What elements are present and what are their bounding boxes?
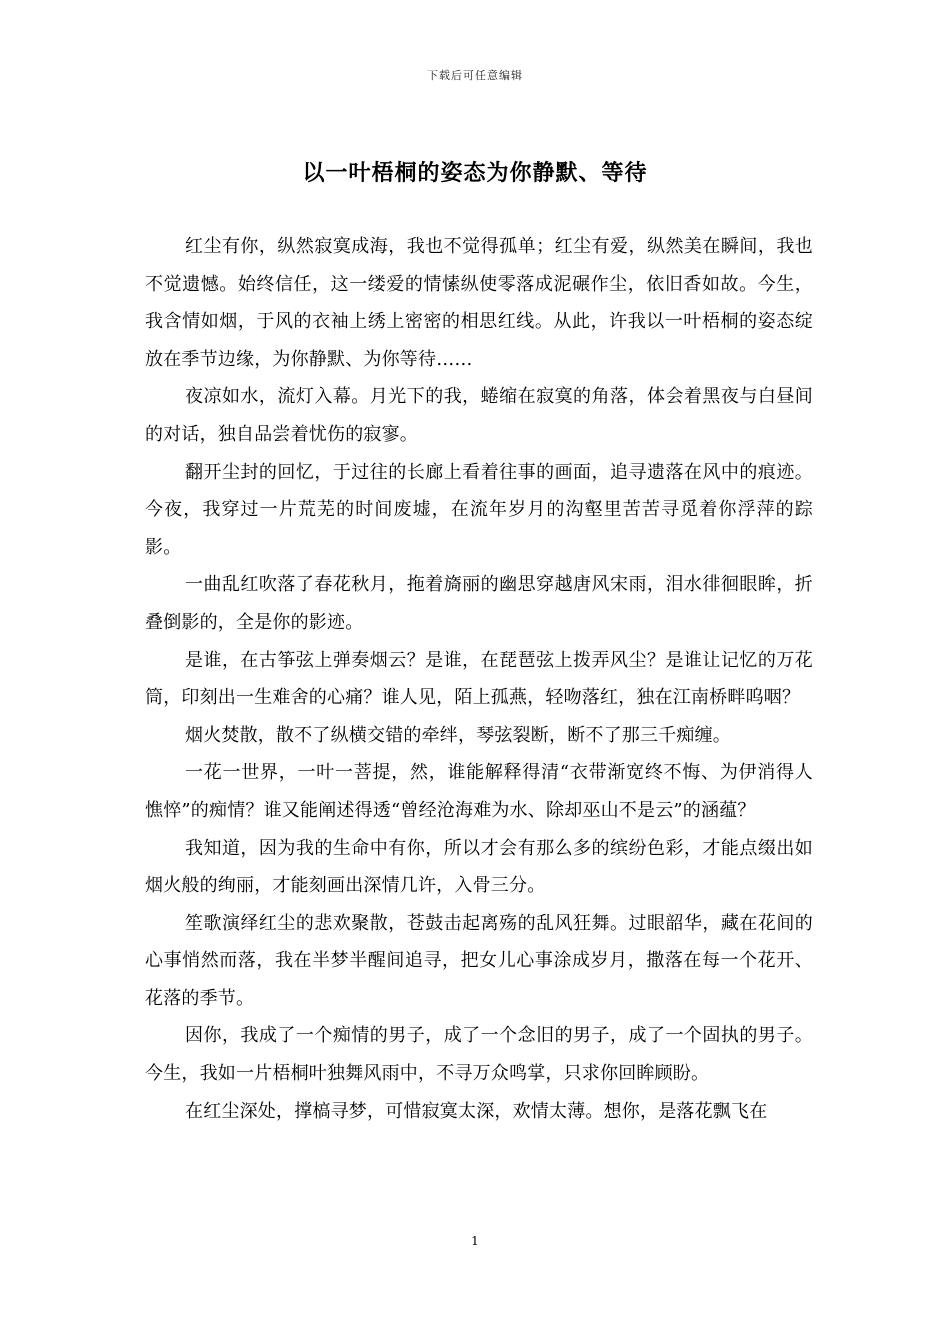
paragraph: 红尘有你，纵然寂寞成海，我也不觉得孤单；红尘有爱，纵然美在瞬间，我也不觉遗憾。始终信任，这一缕爱的情愫纵使零落成泥碾作尘，依旧香如故。今生，我含情如烟，于风的衣袖上绣上密密的相思红线。从此，许我以一叶梧桐的姿态绽放在季节边缘，为你静默、为你等待…… xyxy=(145,236,813,370)
paragraph: 夜凉如水，流灯入幕。月光下的我，蜷缩在寂寞的角落，体会着黑夜与白昼间的对话，独自品尝着忧伤的寂寥。 xyxy=(145,386,813,445)
document-title: 以一叶梧桐的姿态为你静默、等待 xyxy=(302,160,648,186)
paragraph: 我知道，因为我的生命中有你，所以才会有那么多的缤纷色彩，才能点缀出如烟火般的绚丽，才能刻画出深情几许，入骨三分。 xyxy=(145,837,813,897)
page-number: 1 xyxy=(471,1234,479,1248)
paragraph: 一花一世界，一叶一菩提，然，谁能解释得清“衣带渐宽终不悔、为伊消得人憔悴”的痴情？谁又能阐述得透“曾经沧海难为水、除却巫山不是云”的涵蕴？ xyxy=(145,762,813,821)
paragraph: 笙歌演绎红尘的悲欢聚散，苍鼓击起离殇的乱风狂舞。过眼韶华，藏在花间的心事悄然而落，我在半梦半醒间追寻，把女儿心事涂成岁月，撒落在每一个花开、花落的季节。 xyxy=(145,912,813,1009)
header-note: 下载后可任意编辑 xyxy=(427,69,523,82)
paragraph: 一曲乱红吹落了春花秋月，拖着旖丽的幽思穿越唐风宋雨，泪水徘徊眼眸，折叠倒影的，全是你的影迹。 xyxy=(145,574,813,633)
paragraph: 在红尘深处，撑槁寻梦，可惜寂寞太深，欢情太薄。想你，是落花飘飞在 xyxy=(185,1100,768,1122)
paragraph: 因你，我成了一个痴情的男子，成了一个念旧的男子，成了一个固执的男子。今生，我如一片梧桐叶独舞风雨中，不寻万众鸣掌，只求你回眸顾盼。 xyxy=(145,1025,813,1085)
paragraph: 烟火焚散，散不了纵横交错的牵绊，琴弦裂断，断不了那三千痴缠。 xyxy=(185,724,731,746)
paragraph: 翻开尘封的回忆，于过往的长廊上看着往事的画面，追寻遗落在风中的痕迹。今夜，我穿过一片荒芜的时间废墟，在流年岁月的沟壑里苦苦寻觅着你浮萍的踪影。 xyxy=(145,461,813,558)
document-body xyxy=(145,228,813,1130)
paragraph: 是谁，在古筝弦上弹奏烟云？是谁，在琵琶弦上拨弄风尘？是谁让记忆的万花筒，印刻出一生难舍的心痛？谁人见，陌上孤燕，轻吻落红，独在江南桥畔呜咽？ xyxy=(145,649,813,709)
